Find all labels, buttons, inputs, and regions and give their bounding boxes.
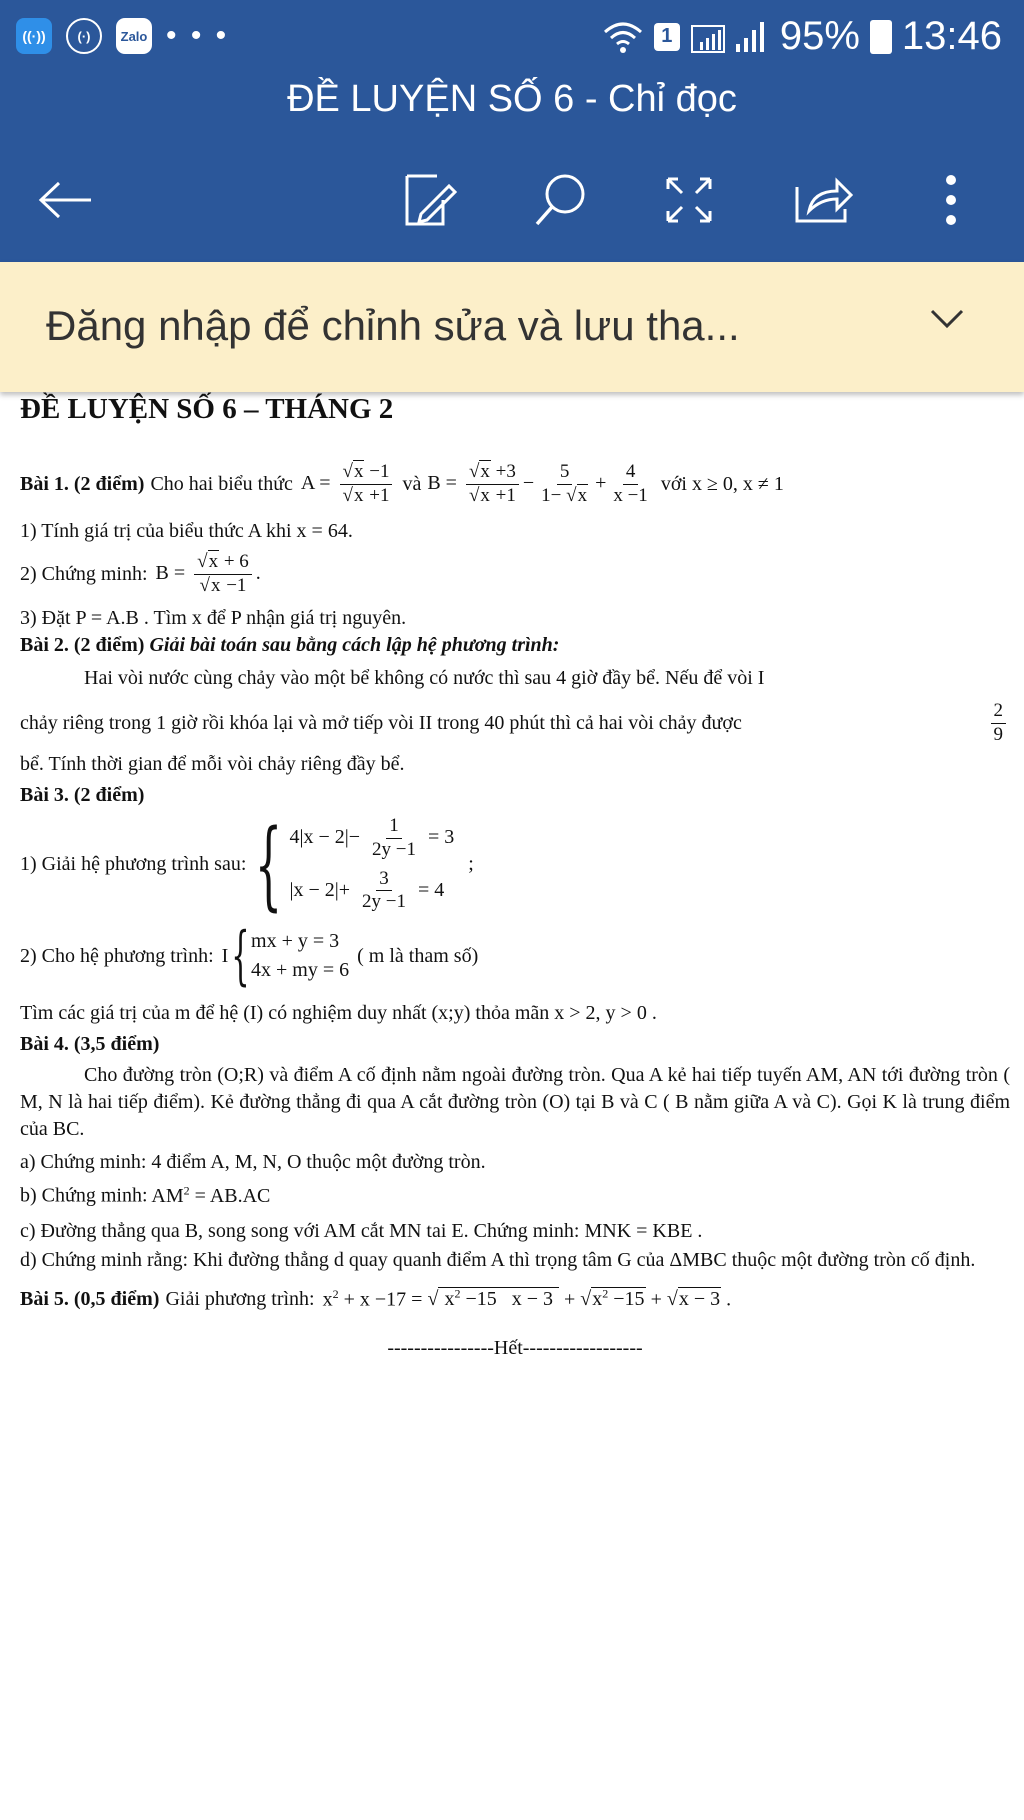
signal-icon [690,20,770,54]
document-title: ĐỀ LUYỆN SỐ 6 - Chỉ đọc [287,78,737,120]
bai5-text: Giải phương trình: [165,1288,315,1311]
bai4-a: a) Chứng minh: 4 điểm A, M, N, O thuộc một đường tròn. [20,1151,486,1174]
fraction-2-9: $\frac{2}{9}$ [991,700,1007,747]
search-icon [533,172,589,228]
bai1-line [20,461,1010,508]
chevron-down-icon[interactable] [930,308,964,330]
edit-button[interactable] [394,160,464,240]
system-equations-1: { 4|x − 2|− $\frac{1}{2y -1}$ = 3 |x − 2|+ $\frac{3}{2y -1}$ = 4 ; [255,808,474,921]
bai2-heading [20,632,1010,659]
formula-bai5: $x^2 + x -17$ = √ $x^2 -15$ x − 3 + √ $x^2 -15$ + √ x − 3 . [323,1286,731,1314]
bai4-p1: Cho đường tròn (O;R) và điểm A cố định nằm ngoài đường tròn. Qua A kẻ hai tiếp tuyến AM, AN tới đường tròn ( M, N là hai tiếp điểm). Kẻ đường thẳng đi qua A cắt đường tròn (O) tại B và C ( B nằm giữa A và C). Gọi K là trung điểm của BC. [20,1064,1010,1141]
bai3-q1-line [20,808,1010,921]
wifi-icon [602,20,644,54]
battery-icon [870,20,892,54]
zalo-icon: Zalo [116,18,152,54]
bai3-q2-tail: Tìm các giá trị của m để hệ (I) có nghiệm duy nhất (x;y) thỏa mãn x > 2, y > 0 . [20,1002,657,1025]
back-button[interactable] [30,160,100,240]
bai3-q2: 2) Cho hệ phương trình: [20,944,214,967]
bai2-p1: Hai vòi nước cùng chảy vào một bể không có nước thì sau 4 giờ đầy bể. Nếu để vòi I [84,667,765,690]
bai1-q1: 1) Tính giá trị của biểu thức A khi x = 64. [20,519,353,542]
formula-b-proof: B = √ x + 6 √ x −1 . [156,551,261,598]
cast-icon: (·) [66,18,102,54]
doc-heading: ĐỀ LUYỆN SỐ 6 – THÁNG 2 [20,393,394,425]
bai1-q3: 3) Đặt P = A.B . Tìm x để P nhận giá trị nguyên. [20,607,407,630]
bai3-heading [20,782,1010,809]
system-equations-2: I { mx + y = 3 4x + my = 6 [221,919,350,994]
formula-b: B = √ x +3 √ x +1 − $\frac{5}{1- √ x}$ + $\frac{4}{x -1}$ [427,461,654,508]
bai4-d: d) Chứng minh rằng: Khi đường thẳng d quay quanh điểm A thì trọng tâm G của ΔMBC thuộc một đường tròn cố định. [20,1248,976,1271]
more-options-button[interactable] [916,160,986,240]
formula-a: A = √ x −1 √ x +1 [301,461,397,508]
bai2-p3: bể. Tính thời gian để mỗi vòi chảy riêng đầy bể. [20,752,405,775]
formula-am2: $AM^2 = AB.AC$ [151,1183,271,1207]
bai3-q2-line [20,919,1010,994]
search-button[interactable] [526,160,596,240]
fullscreen-button[interactable] [654,160,724,240]
battery-percent: 95% [779,14,860,58]
clock: 13:46 [901,14,1002,58]
bai1-text: Cho hai biểu thức [150,472,293,495]
share-button[interactable] [788,160,858,240]
sim-badge: 1 [654,23,680,51]
more-notifications-icon: • • • [166,19,230,52]
bai3-label: Bài 3. (2 điểm) [20,783,145,806]
bai4-label: Bài 4. (3,5 điểm) [20,1033,160,1056]
edit-pen-icon [401,170,457,230]
podcast-icon: ((·)) [16,18,52,54]
bai2-title: Giải bài toán sau bằng cách lập hệ phương trình: [149,634,560,657]
expand-icon [664,175,714,225]
bai3-q2-note: ( m là tham số) [357,944,479,967]
signin-banner[interactable] [0,262,1024,392]
bai1-q2-line [20,551,1010,598]
more-vertical-icon [941,174,961,226]
bai2-p2-line [20,700,1010,747]
bai2-label: Bài 2. (2 điểm) [20,634,145,657]
bai1-condition: với x ≥ 0, x ≠ 1 [660,472,784,495]
bai2-p2: chảy riêng trong 1 giờ rồi khóa lại và mở tiếp vòi II trong 40 phút thì cả hai vòi chảy được [20,712,742,735]
end-marker: ----------------Hết------------------ [387,1337,643,1360]
document-body [20,392,1010,1792]
status-bar [0,0,1024,74]
bai4-b-line [20,1182,1010,1210]
app-header [0,0,1024,262]
bai1-q2: 2) Chứng minh: [20,562,148,585]
bai4-b: b) Chứng minh: [20,1184,148,1207]
signin-banner-text: Đăng nhập để chỉnh sửa và lưu tha... [46,302,740,349]
bai4-c: c) Đường thẳng qua B, song song với AM cắt MN tai E. Chứng minh: MNK = KBE . [20,1219,703,1242]
bai5-line [20,1286,1010,1314]
bai1-va: và [402,472,422,495]
bai3-q1: 1) Giải hệ phương trình sau: [20,853,247,876]
bai5-label: Bài 5. (0,5 điểm) [20,1288,160,1311]
bai1-label: Bài 1. (2 điểm) [20,472,145,495]
arrow-left-icon [37,180,93,220]
share-icon [793,175,853,225]
toolbar [0,160,1024,240]
bai4-heading [20,1031,1010,1058]
